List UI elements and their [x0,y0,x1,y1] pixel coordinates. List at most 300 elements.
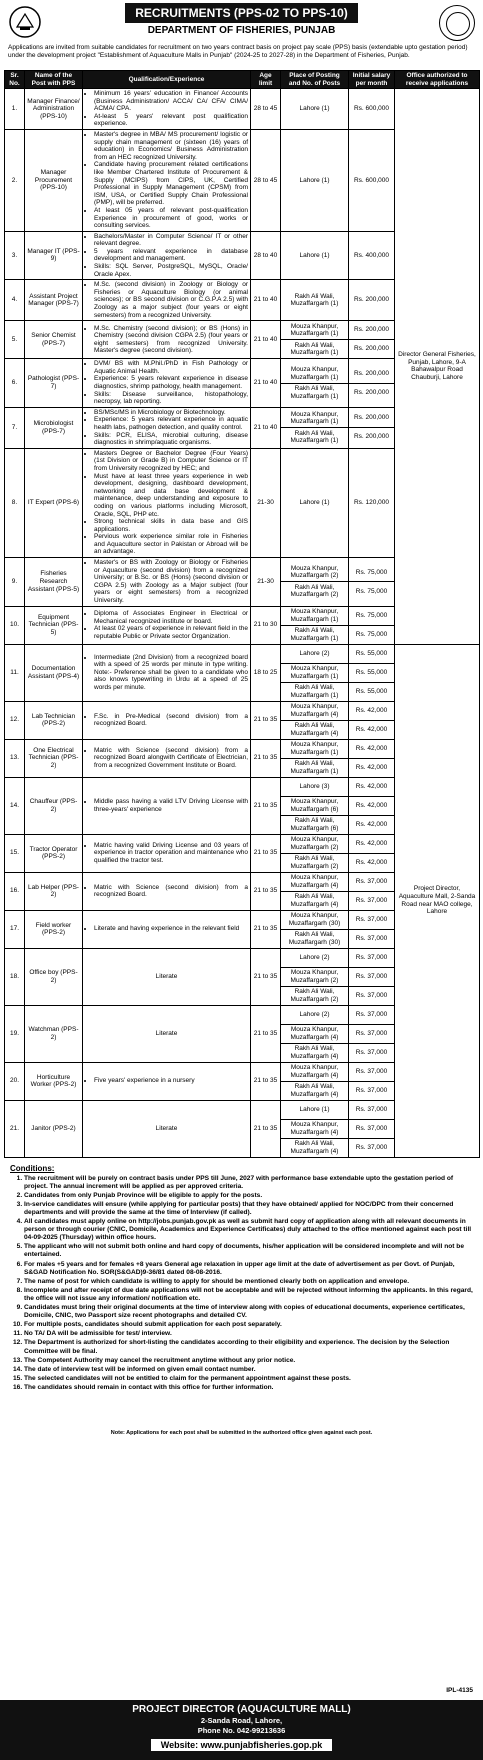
department-title: DEPARTMENT OF FISHERIES, PUNJAB [147,25,336,36]
condition-item: 7. The name of post for which candidate is willing to apply for should be mentioned clearly both on application and envelope. [24,1278,473,1286]
qualification-cell [83,701,251,739]
condition-item: 8. Incomplete and after receipt of due date applications will not be acceptable and will be rejected without informing the applicants. In this regard, the office will not issue any information/ notification etc. [24,1287,473,1303]
qualification-list [85,90,248,128]
salary-cell [349,948,395,1005]
header-salary: Initial salary per month [349,71,395,89]
footer-phone: Phone No. 042-99213636 [197,1726,286,1735]
salary-cell [349,606,395,644]
salary-value: Rs. 200,000 [353,369,390,377]
place-of-posting: Lahore (2) [299,1010,330,1018]
table-body [5,89,480,1158]
place-cell [281,280,349,321]
age-cell: 21 to 30 [251,606,281,644]
place-of-posting: Lahore (1) [299,251,330,259]
post-cell: Lab Helper (PPS-2) [25,872,83,910]
sr-cell: 19. [5,1005,25,1062]
place-of-posting: Mouza Khanpur, Muzaffargarh (1) [290,410,339,426]
qualification-text: Literate [155,1124,178,1132]
qualification-item: • Pervious work experience similar role in Fisheries and Aquaculture sector in Pakistan or Abroad will be an advantage. [94,533,248,556]
place-cell [281,359,349,408]
salary-value: Rs. 55,000 [355,649,388,657]
qualification-item: • F.Sc. in Pre-Medical (second division) from a recognized Board. [94,713,248,728]
qualification-item: • Masters Degree or Bachelor Degree (Four Years) (1st Division or Grade B) in Computer Science or IT from University recognized by HEC; and [94,450,248,473]
place-of-posting: Rakh Ali Wali, Muzaffargarh (1) [281,758,348,777]
condition-item: 1. The recruitment will be purely on contract basis under PPS till June, 2027 with performance base extendable upto the gestation period of project. The annual increment will be applied as per approved criteria. [24,1175,473,1191]
header-post: Name of the Post with PPS [25,71,83,89]
place-of-posting: Mouza Khanpur, Muzaffargarh (6) [281,796,348,815]
age-cell: 21-30 [251,448,281,557]
place-cell [281,948,349,1005]
qualification-list [85,233,248,279]
salary-value: Rs. 42,000 [349,758,394,777]
condition-item: 16. The candidates should remain in contact with this office for further information. [24,1384,473,1392]
qualification-list [85,747,248,770]
qualification-list [85,409,248,447]
qualification-list [85,325,248,355]
place-of-posting: Lahore (1) [299,176,330,184]
place-of-posting: Lahore (1) [299,105,330,113]
qualification-item: • Intermediate (2nd Division) from a recognized board with a speed of 25 words per minute in type writing. Note:- Preference shall be given to a candidate who also knows typewriting in Urdu at a speed of 25 words per minute. [94,654,248,692]
sr-cell: 9. [5,558,25,607]
post-cell: Microbiologist (PPS-7) [25,407,83,448]
salary-value: Rs. 37,000 [355,1067,388,1075]
sr-cell: 3. [5,231,25,280]
condition-item: 6. For males +5 years and for females +8 years General age relaxation in upper age limit at the date of advertisement as per Govt. of Punjab, S&GAD Notification No. SOR(S&GAD)9-36/81 dated 08-08-2016. [24,1261,473,1277]
post-cell: One Electrical Technician (PPS-2) [25,739,83,777]
salary-cell [349,872,395,910]
place-cell [281,701,349,739]
condition-item: 2. Candidates from only Punjab Province will be eligible to apply for the posts. [24,1192,473,1200]
qualification-item: • Matric with Science (second division) from a recognized Board. [94,884,248,899]
salary-value: Rs. 37,000 [355,877,388,885]
place-of-posting: Lahore (1) [299,499,330,507]
qualification-list [85,925,248,933]
qualification-item: • Skills: PCR, ELISA, microbial culturing, disease diagnostics in shrimp/aquatic organisms. [94,432,248,447]
salary-value: Rs. 37,000 [349,929,394,948]
age-cell: 21 to 40 [251,321,281,359]
sr-cell: 1. [5,89,25,130]
age-cell: 21 to 35 [251,872,281,910]
post-cell: Field worker (PPS-2) [25,910,83,948]
qualification-cell [83,359,251,408]
post-cell: Fisheries Research Assistant (PPS-5) [25,558,83,607]
salary-value: Rs. 42,000 [349,720,394,739]
qualification-item: • M.Sc. (second division) in Zoology or Biology or Fisheries or Aquaculture Biology (or animal sciences); or BS second division or C.G.P.A 2.5) with Zoology as a major subject (four years or eight semesters) from a recognized University. [94,281,248,319]
age-cell: 21 to 35 [251,910,281,948]
condition-item: 3. In-service candidates will ensure (while applying for particular posts) that they have obtained/ applied for NOC/DPC from their concerned departments and will provide the same at the time of Interview (if called). [24,1201,473,1217]
qualification-cell [83,89,251,130]
age-cell: 21 to 40 [251,407,281,448]
qualification-cell [83,606,251,644]
salary-value: Rs. 200,000 [349,427,394,446]
post-cell: Tractor Operator (PPS-2) [25,834,83,872]
place-cell [281,1005,349,1062]
place-of-posting: Rakh Ali Wali, Muzaffargarh (1) [281,625,348,644]
salary-value: Rs. 55,000 [349,682,394,701]
qualification-list [85,360,248,406]
place-of-posting: Rakh Ali Wali, Muzaffargarh (4) [281,1043,348,1062]
qualification-list [85,713,248,728]
qualification-list [85,559,248,605]
salary-value: Rs. 37,000 [349,1119,394,1138]
sr-cell: 21. [5,1100,25,1157]
salary-cell [349,558,395,607]
qualification-cell [83,448,251,557]
sr-cell: 14. [5,777,25,834]
qualification-cell [83,872,251,910]
place-of-posting: Mouza Khanpur, Muzaffargarh (4) [290,874,339,889]
place-of-posting: Rakh Ali Wali, Muzaffargarh (1) [281,339,348,358]
salary-value: Rs. 400,000 [353,251,390,259]
place-of-posting: Rakh Ali Wali, Muzaffargarh (4) [281,891,348,910]
header-qualification: Qualification/Experience [83,71,251,89]
place-cell [281,910,349,948]
condition-item: 11. No TA/ DA will be admissible for test/ interview. [24,1330,473,1338]
footer [0,1700,483,1760]
salary-value: Rs. 200,000 [349,383,394,402]
condition-item: 9. Candidates must bring their original documents at the time of interview along with copies of educational documents, experience certificates, Domicile, CNIC, two Passport size recent photographs and detailed CV. [24,1304,473,1320]
post-cell: Chauffeur (PPS-2) [25,777,83,834]
qualification-list [85,1077,248,1085]
table-header-row [5,71,480,89]
salary-cell [349,1005,395,1062]
qualification-text: Literate [155,1029,178,1037]
salary-cell [349,1062,395,1100]
salary-value: Rs. 37,000 [355,1105,388,1113]
place-of-posting: Rakh Ali Wali, Muzaffargarh (4) [281,1081,348,1100]
age-cell: 21 to 35 [251,739,281,777]
qualification-list [85,610,248,640]
footer-address: 2-Sanda Road, Lahore, [200,1716,283,1725]
place-cell [281,89,349,130]
age-cell: 21 to 40 [251,280,281,321]
qualification-item: • At-least 5 years' relevant post qualification experience. [94,113,248,128]
qualification-item: • DVM/ BS with M.Phil./PhD in Fish Pathology or Aquatic Animal Health. [94,360,248,375]
qualification-list [85,798,248,813]
place-of-posting: Lahore (2) [299,649,330,657]
salary-value: Rs. 120,000 [353,499,390,507]
qualification-list [85,450,248,556]
qualification-cell [83,280,251,321]
post-cell: Documentation Assistant (PPS-4) [25,644,83,701]
post-cell: Watchman (PPS-2) [25,1005,83,1062]
place-of-posting: Mouza Khanpur, Muzaffargarh (1) [290,322,339,338]
salary-value: Rs. 37,000 [349,1138,394,1157]
qualification-item: • Matric with Science (second division) from a recognized Board alongwith Certificate of Electrician, from a recognized Government Institute or Board. [94,747,248,770]
qualification-item: • Literate and having experience in the relevant field [94,925,248,933]
table-row [5,89,480,130]
age-cell: 21 to 35 [251,1062,281,1100]
salary-value: Rs. 37,000 [349,891,394,910]
qualification-item: • Minimum 16 years' education in Finance/ Accounts (Business Administration/ ACCA/ CA/ CFA/ CIMA/ ACMA/ CPA. [94,90,248,113]
age-cell: 21 to 35 [251,834,281,872]
ipl-code: IPL-4135 [446,1687,473,1694]
punjab-government-logo-icon [8,5,42,39]
sr-cell: 20. [5,1062,25,1100]
sr-cell: 7. [5,407,25,448]
place-of-posting: Mouza Khanpur, Muzaffargarh (30) [288,912,341,927]
place-cell [281,739,349,777]
place-of-posting: Mouza Khanpur, Muzaffargarh (1) [290,365,339,381]
place-of-posting: Mouza Khanpur, Muzaffargarh (4) [281,1024,348,1043]
place-of-posting: Rakh Ali Wali, Muzaffargarh (1) [281,682,348,701]
place-of-posting: Mouza Khanpur, Muzaffargarh (4) [281,1119,348,1138]
qualification-cell [83,129,251,231]
qualification-cell [83,948,251,1005]
qualification-cell [83,777,251,834]
qualification-item: • Master's or BS with Zoology or Biology or Fisheries or Aquaculture (second division) from a recognized University; or B.Sc. or BS (Hons) (second division or CGPA 2.5) with Zoology as a Major subject (four years or eight semesters) from a recognized University. [94,559,248,605]
sr-cell: 2. [5,129,25,231]
place-of-posting: Rakh Ali Wali, Muzaffargarh (2) [281,853,348,872]
page-title: RECRUITMENTS (PPS-02 TO PPS-10) [125,3,357,23]
salary-cell [349,910,395,948]
recruitment-table [4,70,480,1158]
condition-item: 4. All candidates must apply online on http://jobs.punjab.gov.pk as well as submit hard copy of application along with all relevant documents in person or through courier (CNIC, Domicile, Academics and Experience Certificates) duly attached to the office mentioned against each post till 04-09-2025 (Thursday) within office hours. [24,1218,473,1242]
sr-cell: 8. [5,448,25,557]
place-of-posting: Mouza Khanpur, Muzaffargarh (2) [290,564,339,580]
post-cell: Lab Technician (PPS-2) [25,701,83,739]
place-of-posting: Rakh Ali Wali, Muzaffargarh (2) [281,986,348,1005]
age-cell: 28 to 45 [251,129,281,231]
qualification-cell [83,910,251,948]
age-cell: 21 to 40 [251,359,281,408]
qualification-item: • Strong technical skills in data base and GIS applications. [94,518,248,533]
place-of-posting: Mouza Khanpur, Muzaffargarh (1) [281,663,348,682]
salary-cell [349,701,395,739]
salary-value: Rs. 37,000 [355,1010,388,1018]
salary-cell [349,129,395,231]
sr-cell: 15. [5,834,25,872]
place-of-posting: Lahore (1) [299,1105,330,1113]
place-cell [281,606,349,644]
salary-value: Rs. 55,000 [349,663,394,682]
age-cell: 21 to 35 [251,1005,281,1062]
condition-item: 10. For multiple posts, candidates should submit application for each post separately. [24,1321,473,1329]
qualification-list [85,654,248,692]
qualification-cell [83,1062,251,1100]
qualification-item: • Master's degree in MBA/ MS procurement/ logistic or supply chain management or (sixteen (16) years of education) in Economics/ Business Administration from an HEC recognized University. [94,131,248,161]
sr-cell: 5. [5,321,25,359]
place-cell [281,231,349,280]
salary-value: Rs. 200,000 [353,326,390,334]
post-cell: Office boy (PPS-2) [25,948,83,1005]
salary-value: Rs. 37,000 [349,1043,394,1062]
salary-value: Rs. 42,000 [355,782,388,790]
qualification-item: • Skills: Disease surveillance, histopathology, necropsy, lab reporting. [94,391,248,406]
salary-cell [349,321,395,359]
condition-item: 13. The Competent Authority may cancel the recruitment anytime without any prior notice. [24,1357,473,1365]
condition-item: 5. The applicant who will not submit both online and hard copy of documents, his/her application will be considered incomplete and will not be entertained. [24,1243,473,1259]
qualification-item: • Experience: 5 years relevant experience in aquatic health labs, pathogen detection, and quality control. [94,416,248,431]
condition-item: 15. The selected candidates will not be entitled to claim for the permanent appointment against these posts. [24,1375,473,1383]
conditions-title: Conditions: [10,1163,55,1173]
salary-cell [349,407,395,448]
salary-value: Rs. 75,000 [355,611,388,619]
salary-value: Rs. 42,000 [349,796,394,815]
place-cell [281,321,349,359]
qualification-item: • Bachelors/Master in Computer Science/ IT or other relevant degree. [94,233,248,248]
place-of-posting: Mouza Khanpur, Muzaffargarh (4) [290,1064,339,1079]
place-of-posting: Rakh Ali Wali, Muzaffargarh (4) [281,1138,348,1157]
qualification-cell [83,558,251,607]
qualification-item: • Must have at least three years experience in web development, designing, dashboard development, networking and data base development & maintenance, deep understanding and exposure to coding on various platforms including Microsoft, Oracle, SQL, PHP etc. [94,473,248,519]
place-cell [281,834,349,872]
salary-value: Rs. 37,000 [349,967,394,986]
salary-cell [349,448,395,557]
intro-text: Applications are invited from suitable candidates for recruitment on two years contract basis on project pay scale (PPS) basis (extendable upto gestation period) under the development project "Establishment of Aquaculture Malls in Punjab" (2024-25 to 2027-28) in the Department of Fisheries, Punjab. [8,44,468,59]
qualification-list [85,884,248,899]
place-of-posting: Rakh Ali Wali, Muzaffargarh (30) [281,929,348,948]
place-of-posting: Rakh Ali Wali, Muzaffargarh (6) [281,815,348,834]
qualification-text: Literate [155,972,178,980]
qualification-item: • M.Sc. Chemistry (second division); or BS (Hons) in Chemistry (second division CGPA 2.5) (four years or eight semesters) from recognized University. Master's degree (second division). [94,325,248,355]
salary-value: Rs. 75,000 [349,581,394,600]
footer-title: PROJECT DIRECTOR (AQUACULTURE MALL) [132,1704,351,1715]
sr-cell: 4. [5,280,25,321]
conditions-list [10,1175,473,1392]
age-cell: 21 to 35 [251,777,281,834]
post-cell: IT Expert (PPS-6) [25,448,83,557]
fisheries-department-logo-icon [439,5,475,41]
sr-cell: 16. [5,872,25,910]
sr-cell: 6. [5,359,25,408]
post-cell: Janitor (PPS-2) [25,1100,83,1157]
office-cell: Director General Fisheries, Punjab, Lahore, 9-A Bahawalpur Road Chauburji, Lahore [395,89,480,645]
header-age: Age limit [251,71,281,89]
qualification-cell [83,231,251,280]
header-sr: Sr. No. [5,71,25,89]
qualification-cell [83,321,251,359]
qualification-cell [83,407,251,448]
post-cell: Manager Procurement (PPS-10) [25,129,83,231]
salary-cell [349,834,395,872]
qualification-item: • Matric having valid Driving License and 03 years of experience in tractor operation and maintenance who qualified the tractor test. [94,842,248,865]
sr-cell: 18. [5,948,25,1005]
place-cell [281,644,349,701]
salary-value: Rs. 200,000 [349,339,394,358]
qualification-list [85,842,248,865]
salary-value: Rs. 42,000 [355,744,388,752]
salary-cell [349,231,395,280]
post-cell: Assistant Project Manager (PPS-7) [25,280,83,321]
salary-value: Rs. 200,000 [353,296,390,304]
place-cell [281,407,349,448]
conditions-section [0,1158,483,1428]
post-cell: Manager IT (PPS-9) [25,231,83,280]
office-cell: Project Director, Aquaculture Mall, 2-Sanda Road near MAO college, Lahore [395,644,480,1157]
age-cell: 21 to 35 [251,701,281,739]
salary-value: Rs. 42,000 [355,839,388,847]
place-of-posting: Mouza Khanpur, Muzaffargarh (1) [290,741,339,756]
place-of-posting: Rakh Ali Wali, Muzaffargarh (4) [281,720,348,739]
age-cell: 28 to 40 [251,231,281,280]
sr-cell: 10. [5,606,25,644]
place-cell [281,1062,349,1100]
place-of-posting: Rakh Ali Wali, Muzaffargarh (1) [281,383,348,402]
qualification-item: • BS/MSc/MS in Microbiology or Biotechnology. [94,409,248,417]
age-cell: 21 to 35 [251,1100,281,1157]
place-of-posting: Rakh Ali Wali, Muzaffargarh (2) [281,581,348,600]
salary-cell [349,280,395,321]
salary-value: Rs. 75,000 [349,625,394,644]
qualification-item: • 5 years relevant experience in database development and management. [94,248,248,263]
salary-value: Rs. 37,000 [349,1081,394,1100]
place-of-posting: Mouza Khanpur, Muzaffargarh (1) [290,608,339,623]
place-of-posting: Lahore (3) [299,782,330,790]
salary-value: Rs. 42,000 [355,706,388,714]
place-cell [281,777,349,834]
place-of-posting: Mouza Khanpur, Muzaffargarh (4) [290,703,339,718]
place-cell [281,448,349,557]
footer-website: Website: www.punjabfisheries.gop.pk [151,1739,333,1751]
condition-item: 12. The Department is authorized for short-listing the candidates according to their eligibility and experience. The decision by the Selection Committee will be final. [24,1339,473,1355]
qualification-item: • At least 05 years of relevant post-qualification Experience in procurement of good, works or consulting services. [94,207,248,230]
salary-value: Rs. 600,000 [353,176,390,184]
qualification-cell [83,644,251,701]
place-cell [281,129,349,231]
header [0,0,483,44]
salary-value: Rs. 42,000 [349,815,394,834]
place-of-posting: Mouza Khanpur, Muzaffargarh (2) [290,836,339,851]
qualification-item: • Middle pass having a valid LTV Driving License with three-years' experience [94,798,248,813]
age-cell: 21-30 [251,558,281,607]
post-cell: Horticulture Worker (PPS-2) [25,1062,83,1100]
salary-cell [349,739,395,777]
salary-cell [349,1100,395,1157]
table-row [5,644,480,701]
place-of-posting: Mouza Khanpur, Muzaffargarh (2) [281,967,348,986]
salary-value: Rs. 37,000 [355,953,388,961]
qualification-item: • Skills: SQL Server, PostgreSQL, MySQL, Oracle/ Oracle Apex. [94,263,248,278]
qualification-item: • Experience: 5 years relevant experience in disease diagnostics, shrimp pathology, health management. [94,375,248,390]
post-cell: Pathologist (PPS-7) [25,359,83,408]
post-cell: Equipment Technician (PPS-5) [25,606,83,644]
sr-cell: 13. [5,739,25,777]
sr-cell: 17. [5,910,25,948]
place-of-posting: Rakh Ali Wali, Muzaffargarh (1) [290,292,339,308]
place-cell [281,558,349,607]
place-of-posting: Rakh Ali Wali, Muzaffargarh (1) [281,427,348,446]
salary-value: Rs. 37,000 [355,915,388,923]
salary-value: Rs. 37,000 [349,986,394,1005]
age-cell: 28 to 45 [251,89,281,130]
sr-cell: 11. [5,644,25,701]
age-cell: 18 to 25 [251,644,281,701]
header-office: Office authorized to receive applications [395,71,480,89]
qualification-cell [83,834,251,872]
salary-value: Rs. 37,000 [349,1024,394,1043]
post-cell: Senior Chemist (PPS-7) [25,321,83,359]
salary-value: Rs. 42,000 [349,853,394,872]
qualification-item: • Candidate having procurement related certifications like Member Chartered Institute of Procurement & Supply (MCIPS) from CIPS, UK, Certified Professional in Supply Management (CPSM) from ISM, USA, or Certified Supply Chain Professional (PMP), will be preferred. [94,161,248,207]
place-cell [281,872,349,910]
salary-cell [349,777,395,834]
qualification-cell [83,1005,251,1062]
salary-value: Rs. 200,000 [353,414,390,422]
condition-item: 14. The date of interview test will be informed on given email contact number. [24,1366,473,1374]
salary-cell [349,644,395,701]
qualification-list [85,281,248,319]
qualification-list [85,131,248,230]
salary-value: Rs. 600,000 [353,105,390,113]
salary-cell [349,89,395,130]
qualification-cell [83,739,251,777]
qualification-item: • Diploma of Associates Engineer in Electrical or Mechanical recognized institute or board. [94,610,248,625]
qualification-cell [83,1100,251,1157]
place-of-posting: Lahore (2) [299,953,330,961]
salary-value: Rs. 75,000 [355,568,388,576]
age-cell: 21 to 35 [251,948,281,1005]
